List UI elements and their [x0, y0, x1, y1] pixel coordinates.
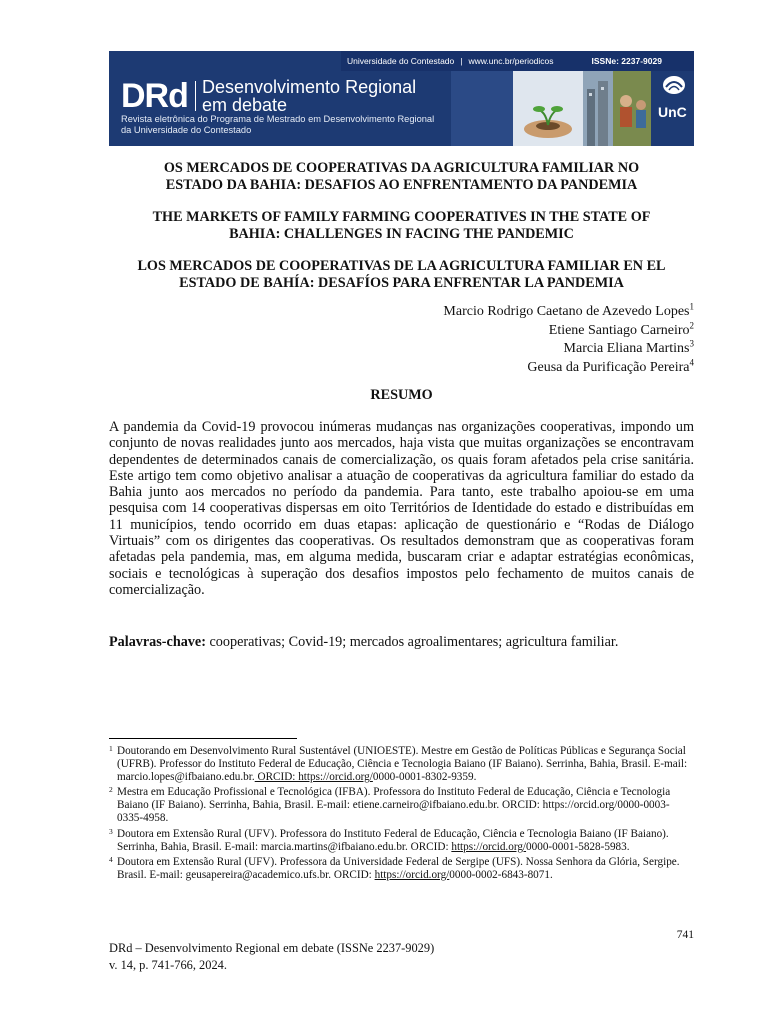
orcid-link[interactable]: https://orcid.org/	[374, 868, 450, 881]
banner-photo-collage	[451, 71, 651, 146]
hands-plant-photo	[513, 71, 583, 146]
title-spanish	[109, 258, 694, 292]
banner-topbar	[341, 51, 694, 71]
footnotes	[109, 745, 694, 884]
journal-banner	[109, 51, 694, 146]
footnote-4: 4 Doutora em Extensão Rural (UFV). Professora da Universidade Federal de Sergipe (UFS). Nossa Senhora da Glória, Sergipe. Brasil. E-mail: geusapereira@academico.ufs.br. ORCID: https://orcid.org/0000-0002-6843-8071.	[109, 854, 680, 881]
footnote-2: 2 Mestra em Educação Profissional e Tecnológica (IFBA). Professora do Instituto Federal de Educação, Ciência e Tecnologia Baiano (IF Baiano). Serrinha, Bahia, Brasil. E-mail: etiene.carneiro@ifbaiano.edu.br. ORCID: https://orcid.org/0000-0003-0335-4958.	[109, 785, 671, 825]
topbar-url: www.unc.br/periodicos	[468, 56, 554, 66]
topbar-separator: |	[460, 56, 463, 66]
unc-logo	[654, 71, 694, 146]
footnote-separator	[109, 738, 297, 739]
orcid-link[interactable]: ORCID: https://orcid.org/	[254, 771, 373, 784]
volume-line: v. 14, p. 741-766, 2024.	[109, 958, 227, 972]
title-portuguese	[109, 160, 694, 194]
journal-subtitle-line2: da Universidade do Contestado	[121, 125, 252, 135]
journal-title-line2: em debate	[202, 95, 288, 115]
title-pt-line2: ESTADO DA BAHIA: DESAFIOS AO ENFRENTAMENTO DA PANDEMIA	[165, 177, 638, 193]
orcid-link[interactable]: https://orcid.org/	[451, 840, 527, 853]
abstract-text: A pandemia da Covid-19 provocou inúmeras mudanças nas organizações cooperativas, impondo um conjunto de novas realidades junto aos mercados, haja vista que muitas organizações se encontravam dependentes de determinados canais de comercialização, os quais foram afetados pela crise sanitária. Este artigo tem como objetivo analisar a atuação de cooperativas da agricultura familiar do estado da Bahia junto aos mercados no período da pandemia. Para tanto, este trabalho apoiou-se em uma pesquisa com 14 cooperativas dispersas em oito Territórios de Identidade do estado e distribuídas em 11 municípios, tendo ocorrido em duas etapas: aplicação de questionário e “Rodas de Diálogo Virtuais” com os dirigentes das cooperativas. Os resultados demonstram que as cooperativas foram afetadas pela pandemia, mas, em alguma medida, buscaram criar e adaptar estratégias econômicas, sociais e tecnológicas à superação dos desafios impostos pelo fechamento de muitos canais de comercialização.	[109, 419, 694, 598]
abstract-heading: RESUMO	[370, 387, 433, 403]
footnote-3: 3 Doutora em Extensão Rural (UFV). Professora do Instituto Federal de Educação, Ciência e Tecnologia Baiano (IF Baiano). Serrinha, Bahia, Brasil. E-mail: marcia.martins@ifbaiano.edu.br. ORCID: https://orcid.org/0000-0001-5828-5983.	[109, 826, 669, 853]
journal-title-line1: Desenvolvimento Regional	[202, 77, 417, 97]
journal-citation-line: DRd – Desenvolvimento Regional em debate (ISSNe 2237-9029)	[109, 941, 435, 955]
keywords	[109, 634, 694, 651]
author-name: Geusa da Purificação Pereira$^4$	[527, 357, 694, 376]
footnote-1: 1 Doutorando em Desenvolvimento Rural Sustentável (UNIOESTE). Mestre em Gestão de Políticas Públicas e Segurança Social (UFRB). Professor do Instituto Federal de Educação, Ciência e Tecnologia Baiano (IF Baiano). Serrinha, Bahia, Brasil. E-mail: marcio.lopes@ifbaiano.edu.br. ORCID: https://orcid.org/0000-0001-8302-9359.	[109, 744, 688, 784]
unc-emblem-icon	[654, 71, 694, 101]
author-list	[443, 303, 694, 378]
keywords-list: cooperativas; Covid-19; mercados agroalimentares; agricultura familiar.	[209, 634, 619, 650]
title-es-line2: ESTADO DE BAHÍA: DESAFÍOS PARA ENFRENTAR LA PANDEMIA	[179, 275, 624, 291]
title-es-line1: LOS MERCADOS DE COOPERATIVAS DE LA AGRICULTURA FAMILIAR EN EL	[137, 258, 666, 274]
topbar-issn: ISSNe: 2237-9029	[591, 56, 662, 66]
author-name: Marcio Rodrigo Caetano de Azevedo Lopes$^1$	[443, 301, 694, 319]
author-name: Marcia Eliana Martins$^3$	[563, 338, 694, 357]
page-number: 741	[676, 929, 694, 941]
keywords-label: Palavras-chave:	[109, 634, 206, 650]
topbar-university: Universidade do Contestado	[347, 56, 455, 66]
author-name: Etiene Santiago Carneiro$^2$	[548, 320, 694, 338]
title-en-line1: THE MARKETS OF FAMILY FARMING COOPERATIVES IN THE STATE OF	[152, 209, 651, 225]
farmers-photo	[613, 71, 651, 146]
title-english	[109, 209, 694, 243]
journal-logo-abbrev: DRd	[121, 77, 188, 115]
logo-divider	[195, 81, 196, 111]
title-en-line2: BAHIA: CHALLENGES IN FACING THE PANDEMIC	[229, 226, 574, 242]
journal-subtitle-line1: Revista eletrônica do Programa de Mestrado em Desenvolvimento Regional	[121, 114, 435, 124]
title-pt-line1: OS MERCADOS DE COOPERATIVAS DA AGRICULTURA FAMILIAR NO	[163, 160, 640, 176]
city-photo	[583, 71, 613, 146]
unc-logo-text: UnC	[658, 104, 687, 120]
